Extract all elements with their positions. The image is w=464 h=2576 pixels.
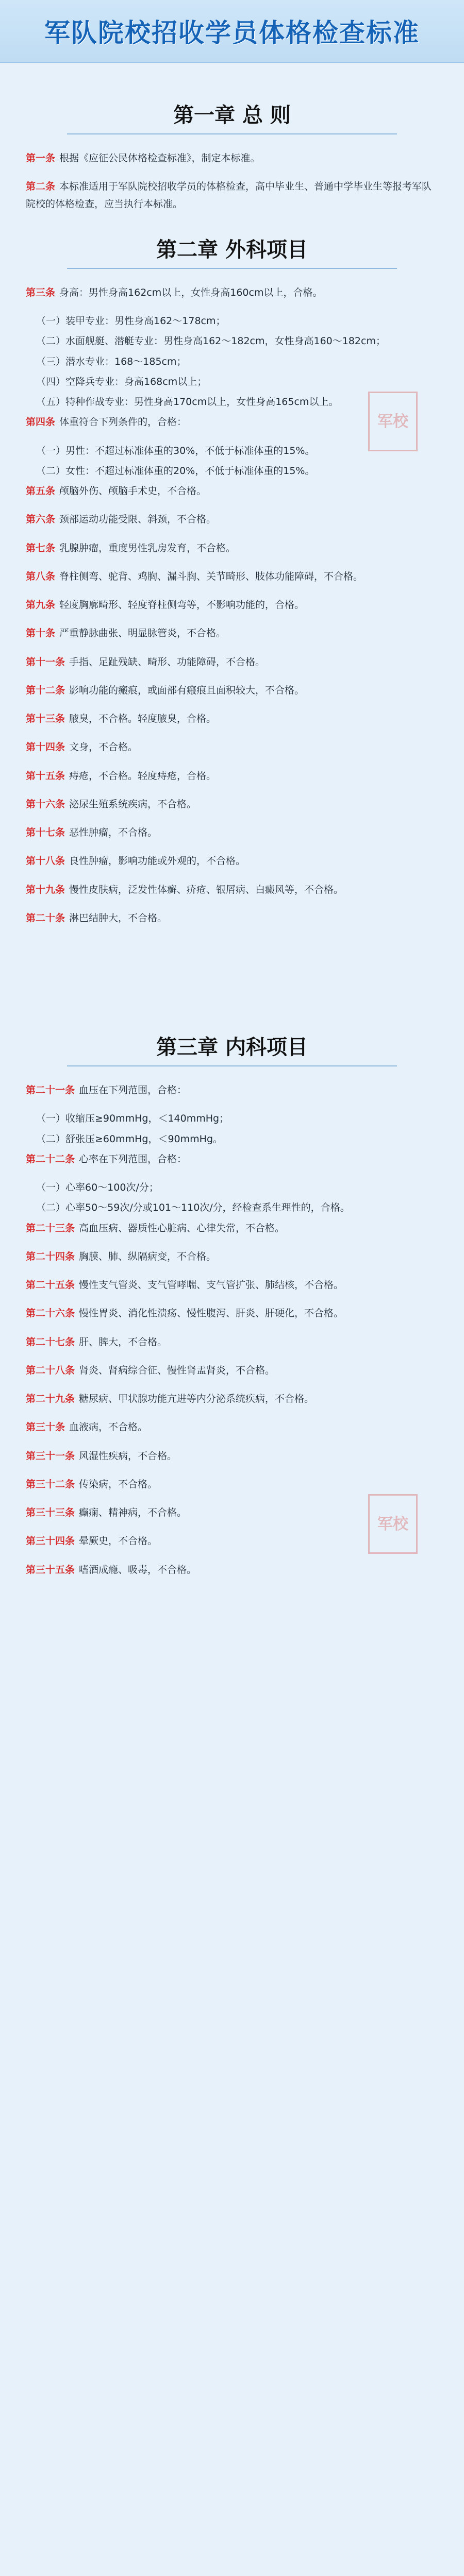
article-number: 第十五条 — [26, 770, 65, 782]
article-text: 糖尿病、甲状腺功能亢进等内分泌系统疾病，不合格。 — [79, 1393, 314, 1404]
article-number: 第二十八条 — [26, 1364, 75, 1376]
article — [26, 882, 438, 899]
article — [26, 1334, 438, 1351]
article-text: 胸膜、肺、纵隔病变，不合格。 — [79, 1250, 217, 1262]
article-text: 高血压病、器质性心脏病、心律失常，不合格。 — [79, 1222, 285, 1234]
article-text: 恶性肿瘤，不合格。 — [69, 827, 158, 838]
article — [26, 1391, 438, 1408]
article-text: 慢性支气管炎、支气管哮喘、支气管扩张、肺结核，不合格。 — [79, 1279, 344, 1291]
article-number: 第十一条 — [26, 656, 65, 668]
article-text: 泌尿生殖系统疾病，不合格。 — [69, 798, 197, 810]
article-text: 晕厥史，不合格。 — [79, 1535, 158, 1547]
article-number: 第二十一条 — [26, 1084, 75, 1096]
article-text: 影响功能的瘢痕，或面部有瘢痕且面积较大，不合格。 — [69, 684, 305, 696]
article — [26, 483, 438, 500]
article-text: （二）水面舰艇、潜艇专业：男性身高162～182cm，女性身高160～182cm； — [36, 335, 386, 347]
article-number: 第七条 — [26, 542, 56, 554]
article — [26, 1151, 438, 1168]
article-item — [36, 353, 438, 370]
header-banner — [0, 0, 464, 63]
article-number: 第三十三条 — [26, 1507, 75, 1518]
chapter3-divider — [67, 1065, 397, 1066]
article-number: 第三十四条 — [26, 1535, 75, 1547]
chapter1-divider — [67, 133, 397, 134]
article — [26, 1419, 438, 1436]
article-number: 第十六条 — [26, 798, 65, 810]
article — [26, 710, 438, 727]
article-text: 痔疮，不合格。轻度痔疮，合格。 — [69, 770, 217, 782]
article-item — [36, 463, 438, 480]
article-number: 第一条 — [26, 152, 56, 164]
article — [26, 540, 438, 557]
article — [26, 1448, 438, 1465]
article-item — [36, 1110, 438, 1127]
article-number: 第八条 — [26, 570, 56, 582]
article-text: 肝、脾大，不合格。 — [79, 1336, 168, 1348]
article-text: （四）空降兵专业：身高168cm以上； — [36, 376, 207, 387]
article-text: （二）舒张压≥60mmHg，＜90mmHg。 — [36, 1133, 223, 1145]
article-number: 第十条 — [26, 628, 56, 639]
article-text: 传染病，不合格。 — [79, 1478, 158, 1490]
chapter1-title: 第一章 总 则 — [173, 103, 291, 127]
chapter-spacer — [26, 938, 438, 1010]
article — [26, 1362, 438, 1379]
article — [26, 768, 438, 785]
article-text: 文身，不合格。 — [69, 741, 138, 753]
article-text: 颅脑外伤、颅脑手术史，不合格。 — [59, 485, 207, 497]
article-text: 风湿性疾病，不合格。 — [79, 1450, 177, 1462]
article-text: 良性肿瘤，影响功能或外观的，不合格。 — [69, 855, 246, 867]
article — [26, 284, 438, 301]
article — [26, 824, 438, 841]
article — [26, 1082, 438, 1099]
article-number: 第三十五条 — [26, 1564, 75, 1575]
watermark-stamp: 军校 — [368, 392, 418, 451]
article — [26, 1220, 438, 1237]
chapter3-title: 第三章 内科项目 — [156, 1035, 308, 1059]
article-number: 第二十二条 — [26, 1153, 75, 1165]
article-number: 第三十二条 — [26, 1478, 75, 1490]
article-text: 本标准适用于军队院校招收学员的体格检查，高中毕业生、普通中学毕业生等报考军队院校的体格检查，应当执行本标准。 — [26, 181, 432, 210]
article-text: 颈部运动功能受限、斜颈，不合格。 — [59, 514, 217, 526]
article-text: 根据《应征公民体格检查标准》，制定本标准。 — [59, 152, 260, 164]
article-number: 第二十七条 — [26, 1336, 75, 1348]
article-text: 慢性皮肤病，泛发性体癣、疥疮、银屑病、白癜风等，不合格。 — [69, 884, 344, 895]
article — [26, 796, 438, 813]
article-number: 第四条 — [26, 416, 56, 428]
article-number: 第十四条 — [26, 741, 65, 753]
article-text: （三）潜水专业：168～185cm； — [36, 355, 187, 367]
article-number: 第二十五条 — [26, 1279, 75, 1291]
article-item — [36, 1131, 438, 1148]
article-number: 第五条 — [26, 485, 56, 497]
article-number: 第三十条 — [26, 1421, 65, 1433]
article-number: 第十八条 — [26, 855, 65, 867]
article-number: 第六条 — [26, 514, 56, 526]
article — [26, 511, 438, 528]
article-text: 严重静脉曲张、明显脉管炎，不合格。 — [59, 628, 226, 639]
article-item — [36, 313, 438, 330]
article-text: 乳腺肿瘤，重度男性乳房发育，不合格。 — [59, 542, 236, 554]
article — [26, 1305, 438, 1322]
article-text: 淋巴结肿大，不合格。 — [69, 912, 168, 924]
article — [26, 853, 438, 870]
chapter1-articles — [26, 150, 438, 213]
article — [26, 597, 438, 614]
chapter2-divider — [67, 268, 397, 269]
article-number: 第二十四条 — [26, 1250, 75, 1262]
article-item — [36, 1199, 438, 1216]
chapter2-articles — [26, 284, 438, 927]
article-item — [36, 1179, 438, 1196]
article-text: 血液病，不合格。 — [69, 1421, 148, 1433]
article — [26, 1248, 438, 1265]
article-number: 第二条 — [26, 181, 56, 193]
article-text: 体重符合下列条件的，合格： — [59, 416, 187, 428]
article-text: 癫痫、精神病，不合格。 — [79, 1507, 187, 1518]
article — [26, 682, 438, 699]
article-text: （二）女性：不超过标准体重的20%，不低于标准体重的15%。 — [36, 465, 315, 477]
article-text: （五）特种作战专业：男性身高170cm以上，女性身高165cm以上。 — [36, 396, 339, 408]
document-content — [0, 63, 464, 1579]
article-number: 第十七条 — [26, 827, 65, 838]
article-number: 第十二条 — [26, 684, 65, 696]
article-text: 手指、足趾残缺、畸形、功能障碍，不合格。 — [69, 656, 266, 668]
article — [26, 1476, 438, 1493]
article-number: 第二十条 — [26, 912, 65, 924]
article-text: 身高：男性身高162cm以上，女性身高160cm以上，合格。 — [59, 286, 323, 298]
article-text: 脊柱侧弯、驼背、鸡胸、漏斗胸、关节畸形、肢体功能障碍，不合格。 — [59, 570, 363, 582]
article-number: 第二十三条 — [26, 1222, 75, 1234]
article-text: （一）心率60～100次/分； — [36, 1182, 159, 1193]
article-number: 第九条 — [26, 599, 56, 611]
document-title: 军队院校招收学员体格检查标准 — [44, 18, 420, 48]
article-number: 第二十六条 — [26, 1308, 75, 1319]
article — [26, 1562, 438, 1579]
article — [26, 739, 438, 756]
article-text: （一）男性：不超过标准体重的30%，不低于标准体重的15%。 — [36, 445, 315, 456]
article — [26, 654, 438, 671]
article-number: 第十三条 — [26, 713, 65, 724]
article-item — [36, 374, 438, 391]
article-text: 慢性胃炎、消化性溃疡、慢性腹泻、肝炎、肝硬化，不合格。 — [79, 1308, 344, 1319]
article-text: 肾炎、肾病综合征、慢性肾盂肾炎，不合格。 — [79, 1364, 275, 1376]
article — [26, 1277, 438, 1294]
article-text: 血压在下列范围，合格： — [79, 1084, 187, 1096]
article-text: （二）心率50～59次/分或101～110次/分，经检查系生理性的，合格。 — [36, 1202, 350, 1214]
article-number: 第三十一条 — [26, 1450, 75, 1462]
article-text: 心率在下列范围，合格： — [79, 1153, 187, 1165]
chapter2-title: 第二章 外科项目 — [156, 237, 308, 262]
article-number: 第二十九条 — [26, 1393, 75, 1404]
article — [26, 150, 438, 167]
watermark-stamp: 军校 — [368, 1494, 418, 1554]
article-number: 第十九条 — [26, 884, 65, 895]
article — [26, 568, 438, 585]
article-text: 轻度胸廓畸形、轻度脊柱侧弯等，不影响功能的，合格。 — [59, 599, 305, 611]
article-text: 嗜酒成瘾、吸毒，不合格。 — [79, 1564, 197, 1575]
article-text: （一）收缩压≥90mmHg，＜140mmHg； — [36, 1113, 229, 1125]
article — [26, 625, 438, 642]
article — [26, 910, 438, 927]
article-item — [36, 333, 438, 350]
article-number: 第三条 — [26, 286, 56, 298]
article-text: （一）装甲专业：男性身高162～178cm； — [36, 315, 226, 327]
article-text: 腋臭，不合格。轻度腋臭，合格。 — [69, 713, 217, 724]
article — [26, 178, 438, 213]
